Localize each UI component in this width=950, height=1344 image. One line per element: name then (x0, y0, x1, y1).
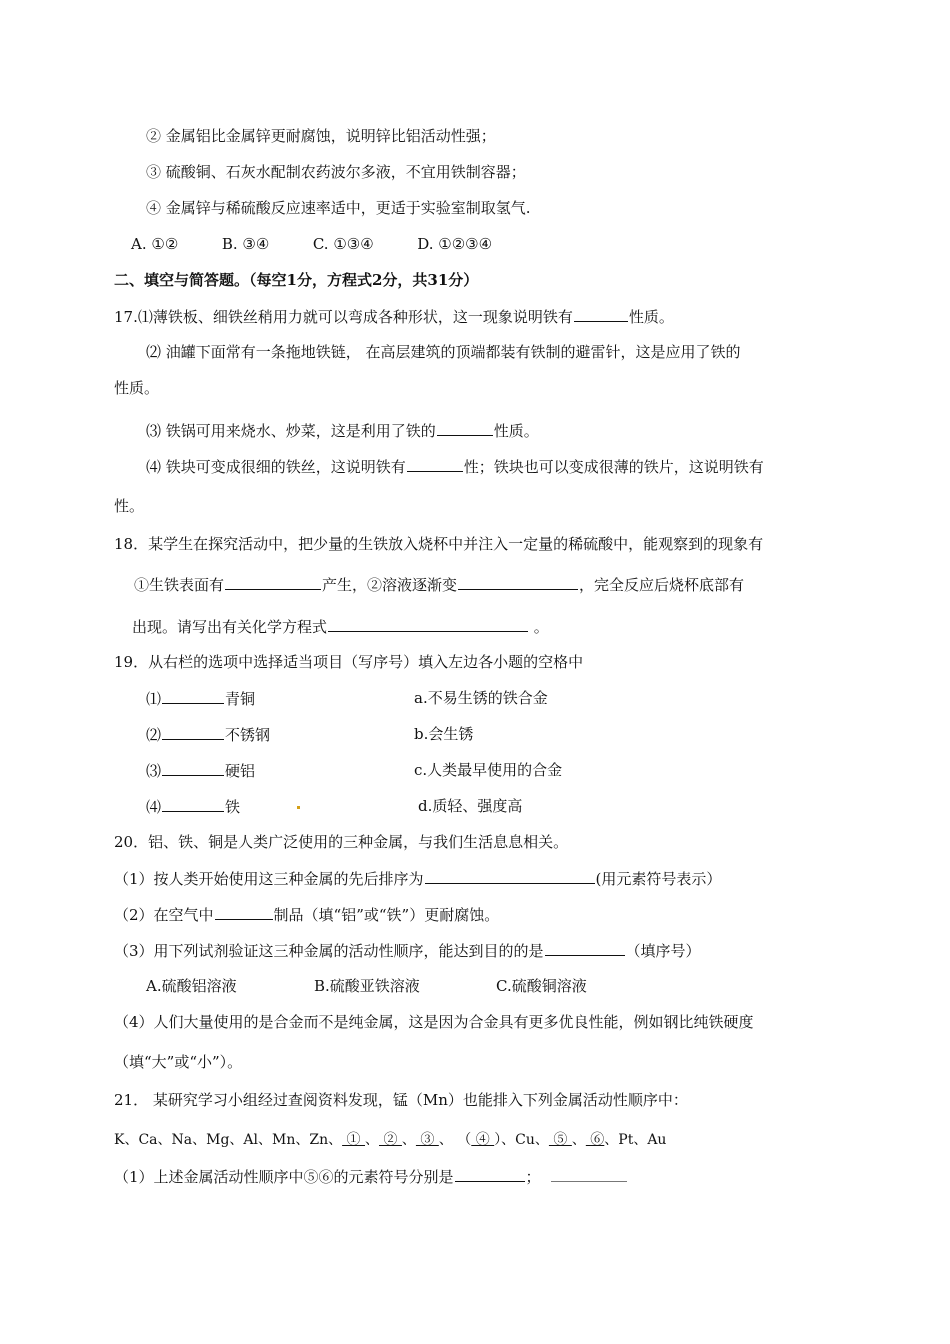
q17-part4-text-b: 性；铁块也可以变成很薄的铁片，这说明铁有 (463, 458, 764, 476)
q19-row-num: ⑷ (146, 798, 162, 816)
stray-mark (297, 806, 300, 809)
q17-part4 (146, 456, 764, 477)
q18-title: 18．某学生在探究活动中，把少量的生铁放入烧杯中并注入一定量的稀硫酸中，能观察到的现象有 (114, 535, 764, 553)
q17-part1-text: 17.⑴薄铁板、细铁丝稍用力就可以弯成各种形状，这一现象说明铁有 (114, 308, 573, 326)
q19-option: d.质轻、强度高 (418, 797, 523, 815)
q18-text-e: 。 (529, 618, 549, 636)
answer-blank[interactable] (437, 420, 493, 436)
q20-part2-text: （2）在空气中 (114, 906, 214, 924)
q21-sep: 、 (401, 1132, 416, 1148)
answer-blank[interactable] (215, 904, 273, 920)
q21-blank-3[interactable]: ③ (415, 1132, 439, 1148)
q18-text-a: ①生铁表面有 (134, 576, 225, 594)
answer-blank[interactable] (162, 760, 224, 776)
q20-part2-suffix: 制品（填“铝”或“铁”）更耐腐蚀。 (273, 906, 500, 924)
q21-sep: ）、Cu、 (494, 1132, 549, 1148)
q16-option-c: C. ①③④ (312, 235, 374, 253)
q21-title: 21． 某研究学习小组经过查阅资料发现，锰（Mn）也能排入下列金属活动性顺序中： (114, 1091, 688, 1109)
q19-row-item: 不锈钢 (225, 726, 271, 744)
q21-sequence (114, 1130, 666, 1150)
q16-item-4: ④ 金属锌与稀硫酸反应速率适中，更适于实验室制取氢气. (146, 199, 531, 217)
q19-row-item: 铁 (225, 798, 241, 816)
q20-part4-suffix: （填“大”或“小”）。 (114, 1053, 243, 1071)
q16-item-2: ② 金属铝比金属锌更耐腐蚀，说明锌比铝活动性强； (146, 127, 496, 145)
q19-row-num: ⑴ (146, 690, 162, 708)
q18-text-d: 出现。请写出有关化学方程式 (132, 618, 328, 636)
q19-option: a.不易生锈的铁合金 (414, 689, 548, 707)
q17-part4-suffix: 性。 (114, 497, 145, 515)
q20-part3-text: （3）用下列试剂验证这三种金属的活动性顺序，能达到目的的是 (114, 942, 544, 960)
q17-part3 (146, 420, 539, 441)
q19-row-num: ⑶ (146, 762, 162, 780)
q21-part1-sep: ； (525, 1168, 541, 1186)
q20-title: 20．铝、铁、铜是人类广泛使用的三种金属，与我们生活息息相关。 (114, 833, 569, 851)
answer-blank[interactable] (162, 724, 224, 740)
q20-option: A.硫酸铝溶液 (146, 977, 237, 995)
q20-part1-suffix: (用元素符号表示） (595, 870, 722, 888)
q16-option-b: B. ③④ (221, 235, 270, 253)
q17-part3-text: ⑶ 铁锅可用来烧水、炒菜，这是利用了铁的 (146, 422, 436, 440)
q19-row-item: 硬铝 (225, 762, 256, 780)
answer-blank[interactable] (574, 306, 628, 322)
q21-blank-1[interactable]: ① (342, 1132, 366, 1148)
answer-blank[interactable] (455, 1166, 525, 1182)
q19-option: b.会生锈 (414, 725, 474, 743)
answer-blank[interactable] (328, 616, 528, 632)
answer-blank[interactable] (458, 574, 578, 590)
q17-part2: ⑵ 油罐下面常有一条拖地铁链， 在高层建筑的顶端都装有铁制的避雷针，这是应用了铁的 (146, 343, 741, 361)
q19-option: c.人类最早使用的合金 (414, 761, 563, 779)
q21-blank-4[interactable]: ④ (471, 1132, 495, 1148)
answer-blank[interactable] (162, 796, 224, 812)
q17-part1 (114, 306, 674, 327)
q17-part2-suffix: 性质。 (114, 379, 160, 397)
q20-part3-suffix: （填序号） (625, 942, 701, 960)
q21-seq-end: 、Pt、Au (604, 1132, 667, 1148)
q20-part1-text: （1）按人类开始使用这三种金属的先后排序为 (114, 870, 424, 888)
q16-options (131, 234, 492, 254)
q18-text-c: ，完全反应后烧杯底部有 (579, 576, 745, 594)
answer-blank[interactable] (407, 456, 463, 472)
q19-row (146, 724, 270, 745)
q19-row (146, 760, 255, 781)
q19-row-item: 青铜 (225, 690, 256, 708)
q20-part1 (114, 868, 721, 889)
q21-blank-5[interactable]: ⑤ (548, 1132, 572, 1148)
q21-seq-start: K、Ca、Na、Mg、Al、Mn、Zn、 (114, 1132, 343, 1148)
q16-item-3: ③ 硫酸铜、石灰水配制农药波尔多液，不宜用铁制容器； (146, 163, 526, 181)
q16-option-d: D. ①②③④ (417, 235, 493, 253)
q21-part1 (114, 1166, 627, 1187)
q19-title: 19．从右栏的选项中选择适当项目（写序号）填入左边各小题的空格中 (114, 653, 584, 671)
answer-blank[interactable] (545, 940, 625, 956)
q20-part4: （4）人们大量使用的是合金而不是纯金属，这是因为合金具有更多优良性能，例如钢比纯铁硬度 (114, 1013, 754, 1031)
q21-blank-6[interactable]: ⑥ (585, 1132, 605, 1148)
q21-sep: 、 （ (438, 1132, 472, 1148)
q16-option-a: A. ①② (131, 235, 179, 253)
q19-row (146, 688, 255, 709)
q18-line2 (134, 574, 744, 595)
answer-blank[interactable] (225, 574, 321, 590)
q17-part3-suffix: 性质。 (493, 422, 539, 440)
q20-option: C.硫酸铜溶液 (496, 977, 587, 995)
q20-option: B.硫酸亚铁溶液 (314, 977, 420, 995)
answer-blank[interactable] (425, 868, 595, 884)
q21-sep: 、 (571, 1132, 586, 1148)
answer-blank[interactable] (162, 688, 224, 704)
q17-part1-suffix: 性质。 (628, 308, 674, 326)
q20-part2 (114, 904, 499, 925)
q21-blank-2[interactable]: ② (379, 1132, 402, 1148)
answer-blank[interactable] (551, 1166, 627, 1182)
q21-part1-text: （1）上述金属活动性顺序中⑤⑥的元素符号分别是 (114, 1168, 454, 1186)
q19-row-num: ⑵ (146, 726, 162, 744)
q18-text-b: 产生，②溶液逐渐变 (322, 576, 458, 594)
q17-part4-text: ⑷ 铁块可变成很细的铁丝，这说明铁有 (146, 458, 406, 476)
q18-line3 (132, 616, 549, 637)
q19-row (146, 796, 240, 817)
section-2-title: 二、填空与简答题。（每空1分，方程式2分，共31分） (114, 271, 479, 289)
q21-sep: 、 (365, 1132, 380, 1148)
q20-part3 (114, 940, 701, 961)
